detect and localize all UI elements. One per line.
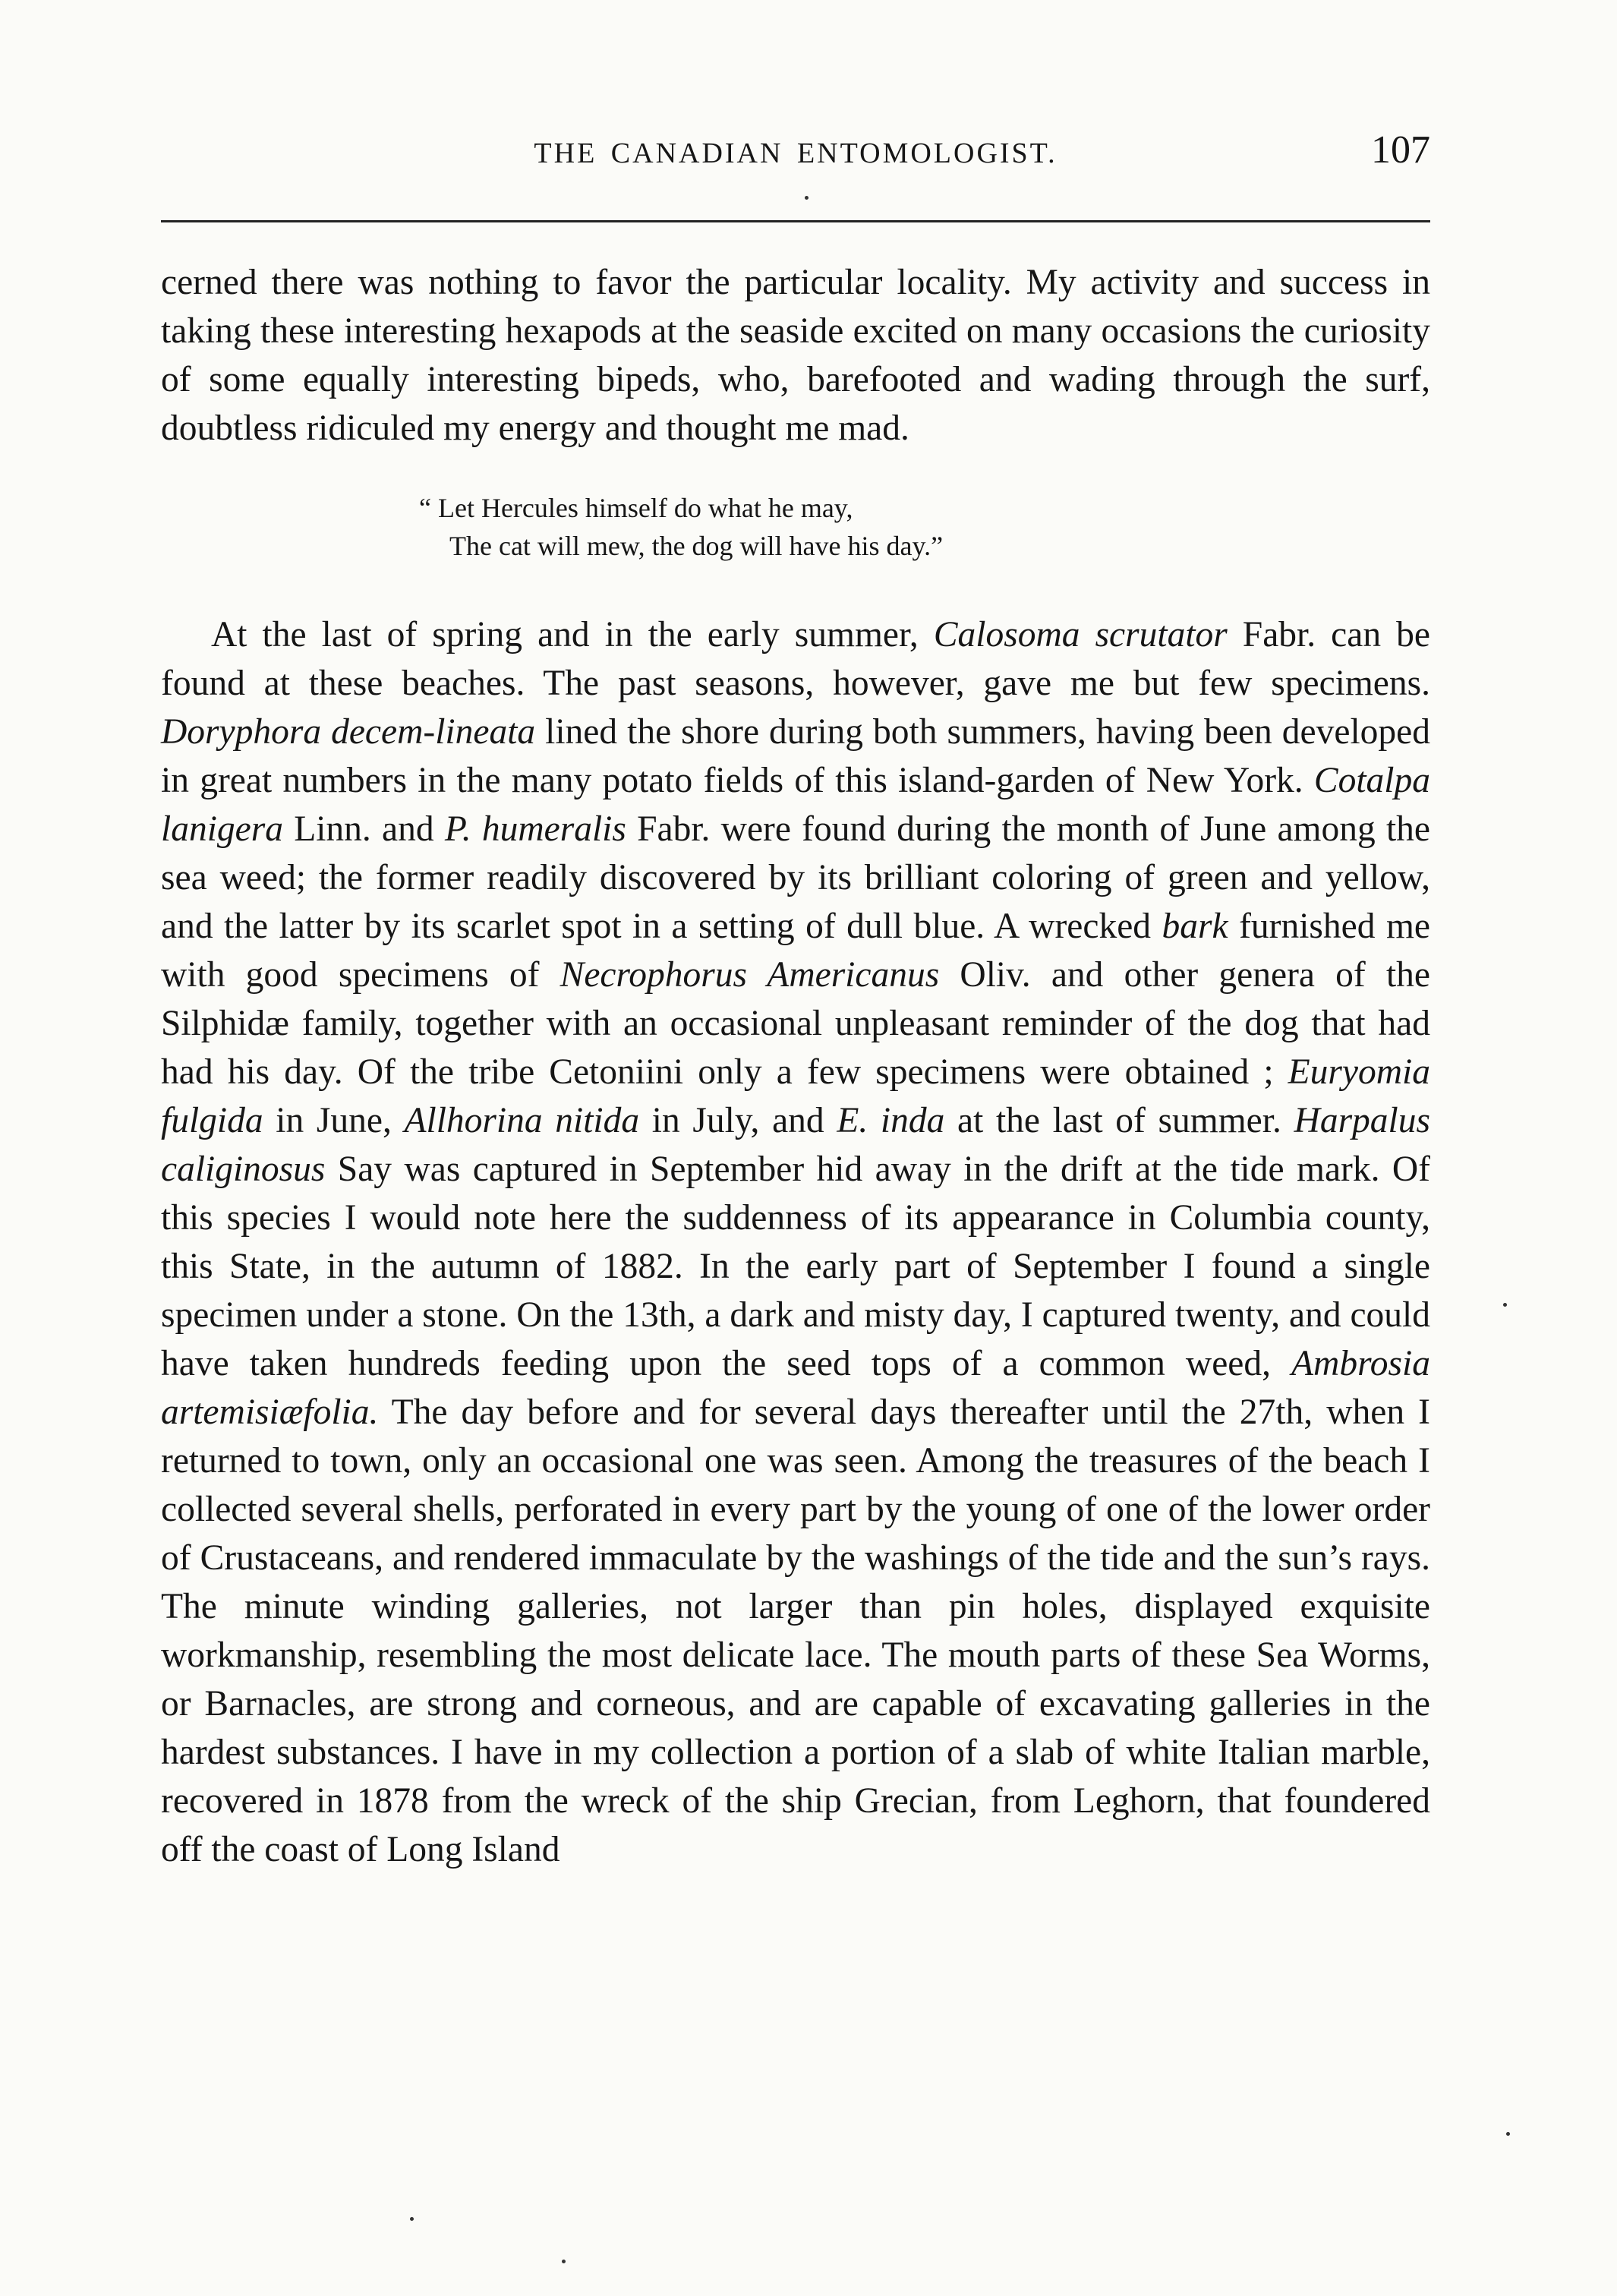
text-segment: Say was captured in September hid away in the drift at the tide mark. Of this species I would note here the suddenness of its appearance in Columbia county, this State, in the autumn of 1882. In the early part of September I found a single specimen under a stone. On the 13th, a dark and misty day, I captured twenty, and could have taken hundreds feeding upon the seed tops of a common weed, (161, 1150, 1430, 1383)
print-speck (805, 196, 808, 200)
article-body (161, 258, 1430, 1874)
print-speck (1506, 2132, 1510, 2136)
text-segment: in July, and (639, 1101, 837, 1140)
species-name: Calosoma scrutator (933, 615, 1228, 654)
text-segment: Oliv. and other genera of the Silphidæ family, together with an occasional unpleasant reminder of the dog that had had his day. Of the tribe Cetoniini only a few specimens were obtained ; (161, 955, 1430, 1092)
species-name: E. inda (837, 1101, 945, 1140)
species-name: Harpalus caliginosus (161, 1101, 1430, 1189)
running-title: THE CANADIAN ENTOMOLOGIST. (534, 137, 1058, 169)
text-segment: at the last of summer. (944, 1101, 1294, 1140)
text-segment: Linn. and (282, 809, 445, 849)
page (161, 128, 1431, 1869)
species-name: Cotalpa lanigera (161, 761, 1430, 849)
text-segment: The day before and for several days thereafter until the 27th, when I returned to town, only an occasional one was seen. Among the treasures of the beach I collected several shells, perforated in every part by the young of one of the lower order of Crustaceans, and rendered immaculate by the washings of the tide and the sun’s rays. The minute winding galleries, not larger than pin holes, displayed exquisite workmanship, resembling the most delicate lace. The mouth parts of these Sea Worms, or Barnacles, are strong and corneous, and are capable of excavating galleries in the hardest substances. I have in my collection a portion of a slab of white Italian marble, recovered in 1878 from the wreck of the ship Grecian, from Leghorn, that foundered off the coast of Long Island (161, 1392, 1430, 1869)
print-speck (562, 2260, 566, 2263)
print-speck (410, 2217, 414, 2221)
paragraph-1: cerned there was nothing to favor the particular locality. My activity and success in taking these interesting hexapods at the seaside excited on many occasions the curiosity of some equally interesting bipeds, who, barefooted and wading through the surf, doubtless ridiculed my energy and thought me mad. (161, 263, 1430, 448)
text-segment: lined the shore during both summers, having been developed in great numbers in the many potato fields of this island-garden of New York. (161, 712, 1430, 800)
species-name: Doryphora decem-lineata (161, 712, 536, 752)
quote-line-2: The cat will mew, the dog will have his day.” (449, 531, 944, 561)
text-segment: in June, (263, 1101, 405, 1140)
species-name: Ambrosia artemisiæfolia. (161, 1344, 1430, 1432)
text-segment: At the last of spring and in the early summer, (211, 615, 934, 654)
species-name: Euryomia fulgida (161, 1052, 1430, 1140)
species-name: Allhorina nitida (404, 1101, 640, 1140)
text-segment: Fabr. were found during the month of June among the sea weed; the former readily discovered by its brilliant coloring of green and yellow, and the latter by its scarlet spot in a setting of dull blue. A wrecked (161, 809, 1431, 946)
print-speck (1503, 1303, 1507, 1307)
text-segment: Fabr. can be found at these beaches. The past seasons, however, gave me but few specimens. (161, 615, 1430, 703)
page-number: 107 (1371, 128, 1430, 172)
header-rule (161, 220, 1430, 222)
verse-quote (419, 489, 1430, 565)
quote-line-1: “ Let Hercules himself do what he may, (419, 493, 853, 523)
species-name: P. humeralis (444, 809, 626, 849)
italic-word: bark (1162, 907, 1228, 946)
page-header (161, 129, 1430, 190)
paragraph-2 (161, 610, 1430, 1874)
species-name: Necrophorus Americanus (559, 955, 940, 995)
text-segment: furnished me with good specimens of (161, 907, 1430, 995)
